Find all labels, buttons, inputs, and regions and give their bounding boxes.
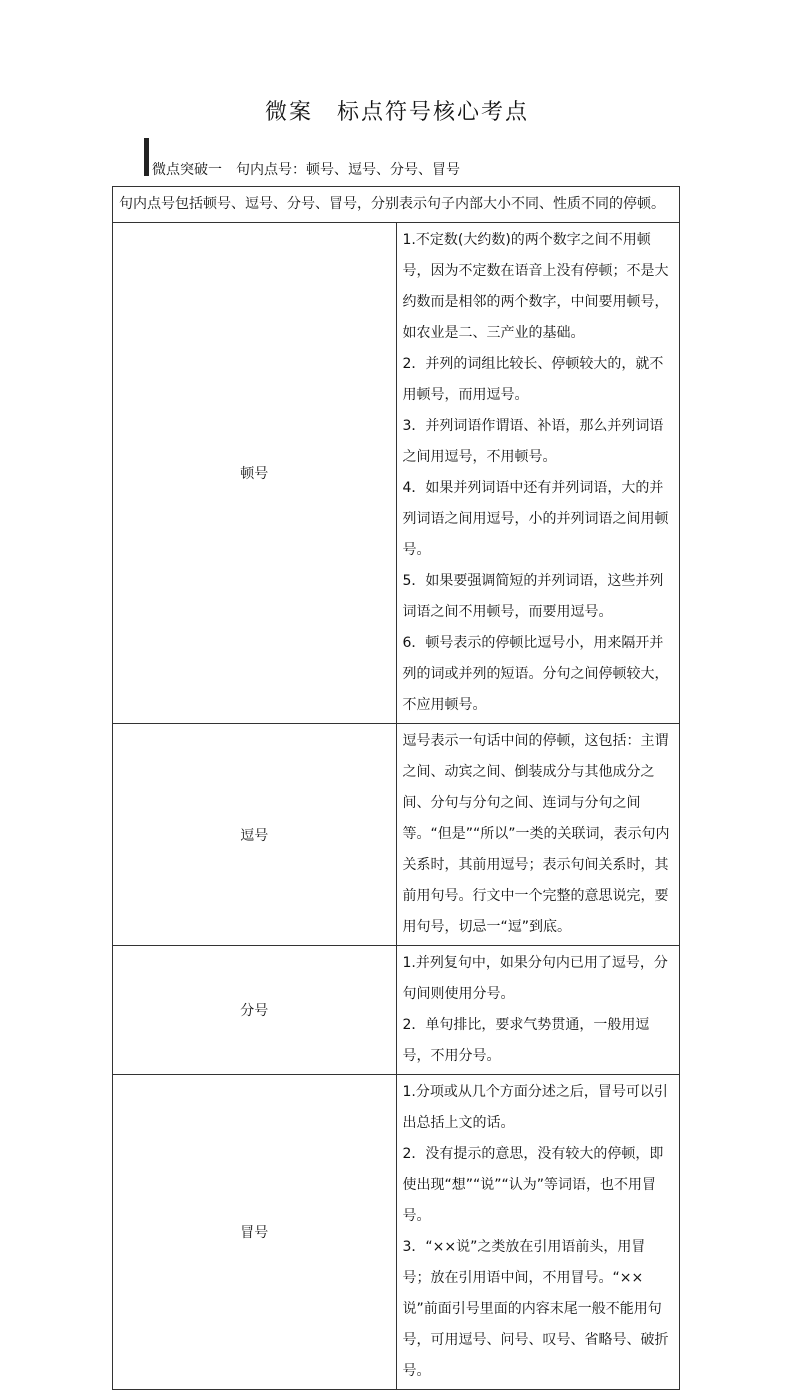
intro-text: 句内点号包括顿号、逗号、分号、冒号，分别表示句子内部大小不同、性质不同的停顿。 [119,196,665,212]
page-title: 微案 标点符号核心考点 [264,100,529,125]
list-item: 3．“××说”之类放在引用语前头，用冒号；放在引用语中间，不用冒号。“××说”前面引号里面的内容末尾一般不能用句号，可用逗号、问号、叹号、省略号、破折号。 [402,1239,669,1379]
row-content-dunhao [396,223,680,724]
list-item: 1.并列复句中，如果分句内已用了逗号，分句间则使用分号。 [402,955,668,1002]
list-item: 1.分项或从几个方面分述之后，冒号可以引出总括上文的话。 [402,1084,668,1131]
section-heading-text: 微点突破一 句内点号：顿号、逗号、分号、冒号 [152,162,460,178]
list-item: 2．没有提示的意思，没有较大的停顿，即使出现“想”“说”“认为”等词语，也不用冒号。 [402,1146,664,1224]
list-item: 1.不定数(大约数)的两个数字之间不用顿号，因为不定数在语音上没有停顿；不是大约数而是相邻的两个数字，中间要用顿号，如农业是二、三产业的基础。 [402,232,669,341]
intro-cell [113,187,680,223]
list-item: 逗号表示一句话中间的停顿，这包括：主谓之间、动宾之间、倒装成分与其他成分之间、分句与分句之间、连词与分句之间等。“但是”“所以”一类的关联词，表示句内关系时，其前用逗号；表示句间关系时，其前用句号。行文中一个完整的意思说完，要用句号，切忌一“逗”到底。 [402,733,670,935]
row-label-fenhao: 分号 [113,946,397,1075]
table-row-douhao [113,724,680,946]
list-item: 5．如果要强调简短的并列词语，这些并列词语之间不用顿号，而要用逗号。 [402,573,664,620]
intro-row [113,187,680,223]
row-content-fenhao [396,946,680,1075]
row-content-maohao [396,1075,680,1390]
list-item: 3．并列词语作谓语、补语，那么并列词语之间用逗号，不用顿号。 [402,418,664,465]
list-item: 4．如果并列词语中还有并列词语，大的并列词语之间用逗号，小的并列词语之间用顿号。 [402,480,669,558]
row-label-dunhao: 顿号 [113,223,397,724]
list-item: 6．顿号表示的停顿比逗号小，用来隔开并列的词或并列的短语。分句之间停顿较大，不应用顿号。 [402,635,669,713]
punctuation-table [112,186,680,1390]
list-item: 2．并列的词组比较长、停顿较大的，就不用顿号，而用逗号。 [402,356,664,403]
heading-marker-bar [144,138,149,176]
table-row-fenhao [113,946,680,1075]
table-row-maohao [113,1075,680,1390]
row-label-maohao: 冒号 [113,1075,397,1390]
row-label-douhao: 逗号 [113,724,397,946]
table-row-dunhao [113,223,680,724]
list-item: 2．单句排比，要求气势贯通，一般用逗号，不用分号。 [402,1017,650,1064]
row-content-douhao [396,724,680,946]
